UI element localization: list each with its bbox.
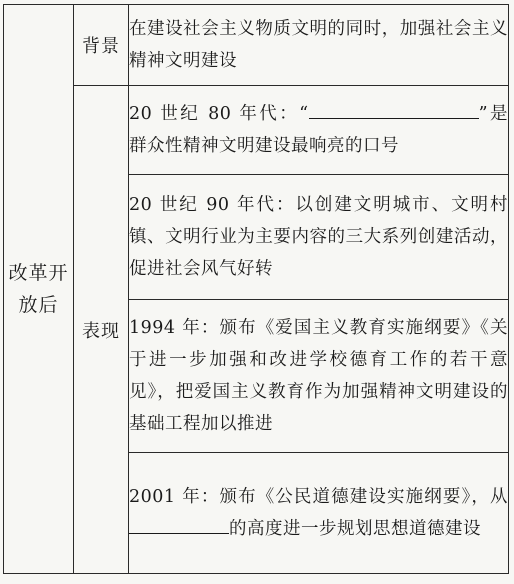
item-1990s: 20 世纪 90 年代：以创建文明城市、文明村镇、文明行业为主要内容的三大系列创建活动，促进社会风气好转: [129, 175, 509, 300]
table-row: [4, 86, 509, 175]
era-label-line-1: 改革开: [8, 262, 69, 284]
background-text: 在建设社会主义物质文明的同时，加强社会主义精神文明建设: [129, 5, 509, 86]
manifestation-label: 表现: [74, 86, 129, 574]
table-row-background: [4, 5, 509, 86]
item-1980s-text-end: ”是群众性精神文明建设最响亮的口号: [129, 104, 509, 156]
history-table: [3, 4, 509, 574]
era-cell: [4, 5, 74, 574]
era-label-line-2: 放后: [18, 294, 59, 316]
item-2001-text-end: 的高度进一步规划思想道德建设: [229, 519, 481, 539]
fill-in-blank[interactable]: [309, 98, 479, 119]
item-1980s: [129, 86, 509, 175]
item-1980s-text-start: 20 世纪 80 年代：“: [129, 104, 309, 124]
item-1994: 1994 年：颁布《爱国主义教育实施纲要》《关于进一步加强和改进学校德育工作的若干意见》，把爱国主义教育作为加强精神文明建设的基础工程加以推进: [129, 300, 509, 453]
background-label: 背景: [74, 5, 129, 86]
item-2001-text-start: 2001 年：颁布《公民道德建设实施纲要》，从: [129, 487, 508, 507]
item-2001: [129, 453, 509, 574]
fill-in-blank[interactable]: [129, 513, 229, 534]
